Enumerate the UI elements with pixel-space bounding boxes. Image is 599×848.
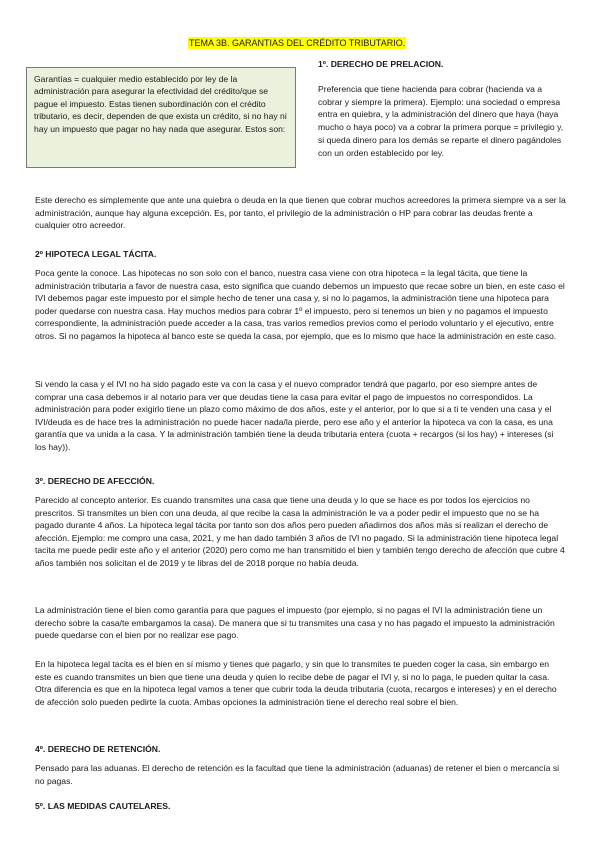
section-1-column (318, 58, 568, 160)
section-1-paragraph-1: Preferencia que tiene hacienda para cobrar (hacienda va a cobrar y siempre la primera). Ejemplo: una sociedad o empresa entra en quiebra, y la administración del dinero que haya (haya mucho o haya poco) va a cobrar la primera porque = privilegio y, si queda dinero para los demás se reparte el dinero pagándoles con un orden establecido por ley. (318, 83, 564, 159)
section-3-paragraph-2: La administración tiene el bien como garantía para que pagues el impuesto (por ejemplo, si no pagas el IVI la administración tiene un derecho sobre la casa/te embargamos la casa). De manera que si tu transmites una casa y no has pagado el impuesto la administración puede quedarse con el bien por no realizar ese pago. (35, 605, 555, 641)
section-4-heading: 4º. DERECHO DE RETENCIÓN. (35, 744, 161, 754)
section-1-heading: 1º. DERECHO DE PRELACION. (318, 59, 444, 69)
section-5-heading: 5º. LAS MEDIDAS CAUTELARES. (35, 801, 171, 811)
section-3-paragraph-1: Parecido al concepto anterior. Es cuando transmites una casa que tiene una deuda y lo que se hace es por todos los ejercicios no prescritos. Si transmites un bien con una deuda, al que recibe la casa la administración le va a poder pedir el impuesto que no se ha pagado durante 4 años. La hipoteca legal tácita por tanto son dos años pero pueden añadirnos dos años más si realizan el derecho de afección. Ejemplo: me compro una casa, 2021, y me han dado también 3 años de IVI no pagado. Si la administración tiene hipoteca legal tacita me puede pedir este año y el anterior (2020) pero como me han transmitido el bien y también tengo derecho de afección que cubre 4 años también nos solicitan el de 2019 y te libras del de 2018 porque no había deuda. (35, 495, 565, 568)
section-2-paragraph-2: Si vendo la casa y el IVI no ha sido pagado este va con la casa y el nuevo comprador tendrá que pagarlo, por eso siempre antes de comprar una casa debemos ir al notario para ver que deudas tiene la casa para evitar el pago de impuestos no correspondidos. La administración para poder exigirlo tiene un plazo como máximo de dos años, este y el anterior, por lo que si a ti te venden una casa y el IVI/deuda es de hace tres la administración no puede hacer nada/la pierde, pero ese año y el anterior la hipoteca va con la casa, es una garantía que va unida a la casa. Y la administración también tiene la deuda tributaria entera (cuota + recargos (si los hay) + intereses (si los hay)). (35, 379, 554, 452)
definition-box: Garantías = cualquier medio establecido por ley de la administración para asegurar la efectividad del crédito/que se pague el impuesto. Estas tienen subordinación con el crédito tributario, es decir, dependen de que exista un crédito, si no hay ni hay un impuesto que pagar no hay nada que asegurar. Estos son: (26, 67, 296, 168)
section-4-paragraph-1: Pensado para las aduanas. El derecho de retención es la facultad que tiene la administración (aduanas) de retener el bien o mercancía si no pagas. (35, 763, 560, 786)
section-3-paragraph-3: En la hipoteca legal tacita es el bien en sí mismo y tienes que pagarlo, y sin que lo transmites te pueden coger la casa, sin embargo en este es cuando transmites un bien que tiene una deuda y quien lo recibe debe de pagar el IVI y, si no lo paga, le pueden quitar la casa. Otra diferencia es que en la hipoteca legal vamos a tener que cubrir toda la deuda tributaria (cuota, recargos e intereses) y en el derecho de afección solo pueden pedirte la cuota. Ambas opciones la administración tiene el derecho real sobre el bien. (35, 659, 557, 707)
section-3-heading: 3º. DERECHO DE AFECCIÓN. (35, 476, 155, 486)
section-2-paragraph-1: Poca gente la conoce. Las hipotecas no son solo con el banco, nuestra casa viene con otra hipoteca = la legal tácita, que tiene la administración tributaria a favor de nuestra casa, esto significa que cuando debemos un impuesto que recae sobre un bien, en este caso el IVI debemos pagar este impuesto por el simple hecho de tener una casa y, si no lo pagamos, la administración tiene una hipoteca para poder quedarse con nuestra casa. Hay muchos medios para cobrar 1º el impuesto, pero si tenemos un bien y no pagamos el impuesto correspondiente, la administración puede acceder a la casa, tras varios remedios previos como el periodo voluntario y el ejecutivo, entre otros. Si no pagamos la hipoteca al banco este se queda la casa, por ejemplo, que es lo mismo que hace la administración en este caso. (35, 268, 565, 341)
section-1-paragraph-2: Este derecho es simplemente que ante una quiebra o deuda en la que tienen que cobrar muchos acreedores la primera siempre va a ser la administración, aunque hay alguna excepción. Es, por tanto, el privilegio de la administración o HP para cobrar las deudas frente a cualquier otro acreedor. (35, 195, 566, 231)
section-2-heading: 2º HIPOTECA LEGAL TÁCITA. (35, 249, 157, 259)
document-title: TEMA 3B. GARANTIAS DEL CRÉDITO TRIBUTARIO. (189, 38, 406, 48)
